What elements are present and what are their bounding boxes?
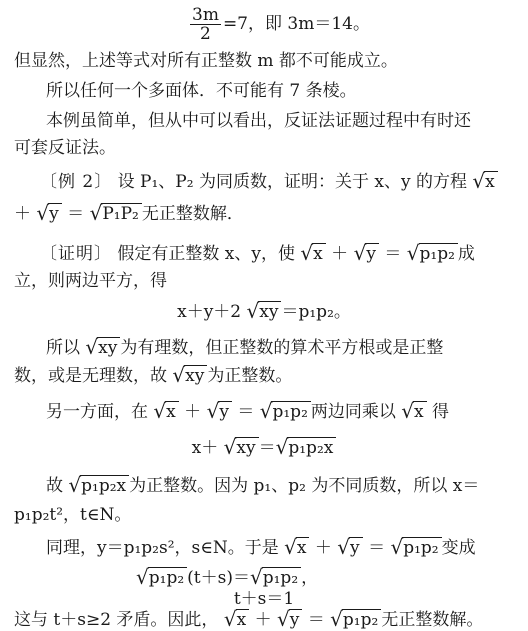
plus-sign: ＋ — [331, 244, 349, 264]
sqrt: √y — [277, 608, 302, 631]
sqrt: √y — [36, 202, 61, 225]
sqrt: √x — [401, 400, 426, 423]
final-line: 这与 t＋s≥2 矛盾。因此， √x ＋ √y ＝ √p₁p₂ 无正整数解。 — [14, 607, 484, 631]
sqrt: √p₁p₂ — [250, 566, 301, 589]
sqrt: √x — [153, 400, 178, 423]
equation-fraction-line — [190, 6, 370, 43]
sqrt: √p₁p₂ — [260, 400, 311, 423]
example-2-tail: 无正整数解． — [141, 204, 244, 224]
sqrt: √p₁p₂ — [136, 566, 187, 589]
equals-sign: ＝ — [67, 204, 85, 224]
equation-2: x＋ √xy ＝√p₁p₂x — [0, 436, 528, 459]
sqrt: √x — [284, 536, 309, 559]
paragraph-line: 本例虽简单，但从中可以看出，反证法证题过程中有时还 — [46, 111, 471, 131]
example-2-tag: 〔例 2〕 — [40, 172, 113, 192]
sqrt: √xy — [247, 300, 282, 323]
proof-tag: 〔证明〕 — [40, 244, 112, 264]
proof-line — [40, 242, 475, 265]
example-2-line — [40, 170, 498, 193]
sqrt: √p₁p₂ — [390, 536, 441, 559]
example-2-text: 设 P₁、P₂ 为同质数，证明：关于 x、y 的方程 — [117, 172, 467, 192]
proof-text: 假定有正整数 x、y，使 — [117, 244, 296, 264]
paragraph-line: 可套反证法。 — [14, 138, 116, 158]
equals-sign: ＝ — [384, 244, 402, 264]
fraction-numerator: 3m — [192, 5, 219, 25]
paragraph-line: 所以任何一个多面体．不可能有 7 条棱。 — [46, 81, 357, 101]
equation-4: t＋s＝1 — [233, 589, 295, 609]
proof-tail: 成 — [457, 244, 475, 264]
equation-3: √p₁p₂ (t＋s)＝√p₁p₂ ， — [136, 565, 319, 589]
sqrt: √y — [207, 400, 232, 423]
sqrt: √p₁p₂x — [276, 436, 337, 459]
paragraph-line: 另一方面，在 √x ＋ √y ＝ √p₁p₂ 两边同乘以 √x 得 — [46, 399, 450, 423]
sqrt: √x — [472, 170, 497, 193]
sqrt: √p₁p₂ — [407, 242, 458, 265]
sqrt: √xy — [224, 436, 259, 459]
example-2-line-2 — [14, 202, 244, 225]
sqrt: √xy — [172, 364, 207, 387]
equation-1: x＋y＋2 √xy ＝p₁p₂。 — [177, 299, 351, 323]
fraction-denominator: 2 — [200, 24, 211, 44]
paragraph-line: 但显然，上述等式对所有正整数 m 都不可能成立。 — [14, 51, 398, 71]
sqrt: √y — [337, 536, 362, 559]
sqrt: √P₁P₂ — [90, 202, 142, 225]
paragraph-line: p₁p₂t²，t∈N。 — [14, 505, 132, 525]
sqrt: √p₁p₂x — [68, 474, 129, 497]
sqrt: √p₁p₂ — [330, 608, 381, 631]
sqrt: √xy — [85, 336, 120, 359]
paragraph-line: 所以 √xy 为有理数，但正整数的算术平方根或是正整 — [46, 335, 444, 359]
sqrt: √x — [224, 608, 249, 631]
sqrt: √y — [354, 242, 379, 265]
paragraph-line: 数，或是无理数，故 √xy 为正整数。 — [14, 363, 293, 387]
paragraph-line: 故 √p₁p₂x 为正整数。因为 p₁、p₂ 为不同质数，所以 x＝ — [46, 473, 480, 497]
sqrt: √x — [300, 242, 325, 265]
paragraph-line: 同理，y＝p₁p₂s²，s∈N。于是 √x ＋ √y ＝ √p₁p₂ 变成 — [46, 535, 476, 559]
fraction — [190, 6, 221, 43]
proof-line-2: 立，则两边平方，得 — [14, 271, 167, 291]
plus-sign: ＋ — [14, 204, 31, 224]
fraction-line-tail: =7，即 3m＝14。 — [222, 14, 370, 34]
